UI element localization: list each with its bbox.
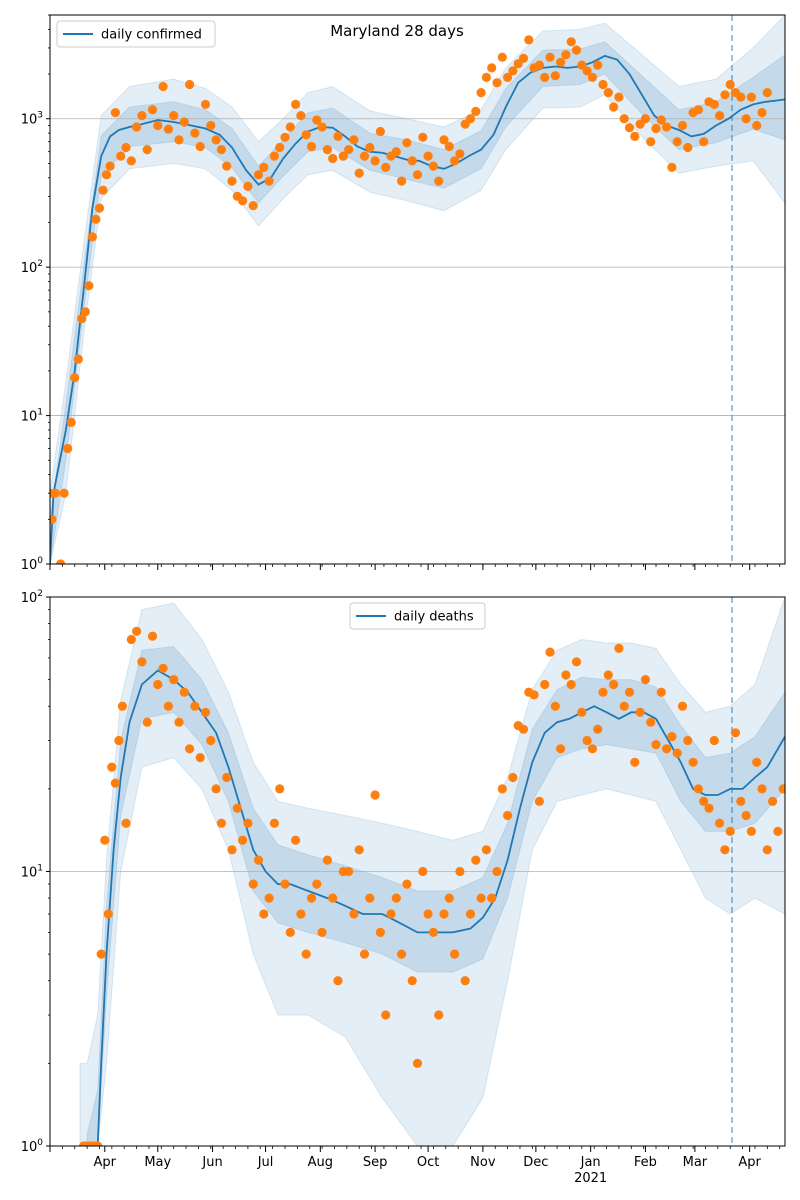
x-tick-label: Feb [633, 1155, 657, 1170]
deaths-point [365, 894, 374, 903]
confirmed-point [164, 125, 173, 134]
deaths-point [307, 894, 316, 903]
confirmed-point [74, 355, 83, 364]
confirmed-y-tick-label: $10^1$ [20, 407, 43, 425]
confirmed-point [249, 201, 258, 210]
deaths-point [371, 790, 380, 799]
confirmed-point [736, 93, 745, 102]
confirmed-point [102, 170, 111, 179]
deaths-point [704, 804, 713, 813]
confirmed-point [121, 143, 130, 152]
confirmed-point [402, 138, 411, 147]
confirmed-point [286, 122, 295, 131]
confirmed-point [482, 73, 491, 82]
deaths-point [233, 804, 242, 813]
confirmed-point [259, 163, 268, 172]
deaths-point [148, 632, 157, 641]
deaths-point [296, 909, 305, 918]
x-year-label: 2021 [574, 1171, 608, 1186]
confirmed-point [95, 204, 104, 213]
deaths-point [180, 688, 189, 697]
deaths-point [498, 784, 507, 793]
confirmed-point [498, 53, 507, 62]
confirmed-point [148, 105, 157, 114]
deaths-point [763, 845, 772, 854]
deaths-point [482, 845, 491, 854]
deaths-point [593, 725, 602, 734]
confirmed-point [556, 58, 565, 67]
x-tick-label: Mar [682, 1155, 708, 1170]
deaths-point [107, 763, 116, 772]
confirmed-point [169, 111, 178, 120]
deaths-point [667, 732, 676, 741]
deaths-point [100, 836, 109, 845]
deaths-point [190, 702, 199, 711]
deaths-point [673, 749, 682, 758]
confirmed-point [116, 152, 125, 161]
deaths-point [439, 909, 448, 918]
deaths-y-tick-label: $10^1$ [20, 863, 43, 881]
confirmed-point [143, 145, 152, 154]
deaths-point [583, 736, 592, 745]
deaths-point [153, 680, 162, 689]
deaths-point [291, 836, 300, 845]
deaths-point [238, 836, 247, 845]
confirmed-point [201, 100, 210, 109]
deaths-point [402, 880, 411, 889]
x-tick-label: Dec [523, 1155, 549, 1170]
deaths-point [312, 880, 321, 889]
confirmed-point [620, 114, 629, 123]
deaths-point [254, 856, 263, 865]
confirmed-point [227, 177, 236, 186]
deaths-point [243, 819, 252, 828]
x-tick-label: Nov [470, 1155, 496, 1170]
confirmed-point [270, 152, 279, 161]
confirmed-point [694, 105, 703, 114]
deaths-point [121, 819, 130, 828]
confirmed-point [535, 61, 544, 70]
deaths-point [227, 845, 236, 854]
confirmed-point [673, 137, 682, 146]
confirmed-point [127, 156, 136, 165]
confirmed-point [174, 135, 183, 144]
confirmed-point [159, 82, 168, 91]
deaths-point [508, 773, 517, 782]
deaths-point [598, 688, 607, 697]
deaths-point [424, 909, 433, 918]
confirmed-point [408, 156, 417, 165]
deaths-point [386, 909, 395, 918]
deaths-point [572, 657, 581, 666]
deaths-point [689, 758, 698, 767]
confirmed-point [651, 124, 660, 133]
deaths-point [104, 909, 113, 918]
confirmed-point [487, 63, 496, 72]
confirmed-point [598, 80, 607, 89]
confirmed-point [88, 232, 97, 241]
deaths-point [614, 644, 623, 653]
x-tick-label: Jan [580, 1155, 601, 1170]
x-tick-label: Apr [738, 1155, 761, 1170]
confirmed-point [381, 163, 390, 172]
deaths-point [757, 784, 766, 793]
confirmed-point [551, 71, 560, 80]
deaths-point [545, 648, 554, 657]
confirmed-point [344, 145, 353, 154]
confirmed-point [540, 73, 549, 82]
deaths-point [360, 950, 369, 959]
deaths-point [551, 702, 560, 711]
confirmed-point [710, 100, 719, 109]
confirmed-point [280, 133, 289, 142]
deaths-point [588, 744, 597, 753]
x-tick-label: Jun [202, 1155, 223, 1170]
confirmed-legend [57, 21, 215, 47]
deaths-point [201, 708, 210, 717]
deaths-point [625, 688, 634, 697]
confirmed-point [524, 35, 533, 44]
confirmed-point [238, 196, 247, 205]
deaths-point [604, 670, 613, 679]
confirmed-point [726, 80, 735, 89]
confirmed-point [445, 142, 454, 151]
confirmed-y-tick-label: $10^3$ [20, 110, 43, 128]
deaths-point [683, 736, 692, 745]
deaths-point [333, 976, 342, 985]
confirmed-point [106, 162, 115, 171]
confirmed-point [662, 122, 671, 131]
deaths-y-tick-label: $10^0$ [20, 1138, 43, 1155]
deaths-point [577, 708, 586, 717]
deaths-point [196, 753, 205, 762]
confirmed-point [429, 162, 438, 171]
deaths-point [646, 718, 655, 727]
confirmed-point [614, 93, 623, 102]
deaths-point [169, 675, 178, 684]
confirmed-point [180, 117, 189, 126]
confirmed-point [98, 186, 107, 195]
confirmed-point [360, 152, 369, 161]
confirmed-point [593, 61, 602, 70]
confirmed-point [91, 215, 100, 224]
confirmed-point [413, 170, 422, 179]
deaths-point [662, 744, 671, 753]
deaths-point [429, 928, 438, 937]
deaths-point [381, 1010, 390, 1019]
confirmed-point [683, 143, 692, 152]
confirmed-point [349, 135, 358, 144]
deaths-point [143, 718, 152, 727]
confirmed-point [545, 53, 554, 62]
deaths-point [206, 736, 215, 745]
deaths-point [450, 950, 459, 959]
deaths-point [97, 950, 106, 959]
deaths-point [159, 664, 168, 673]
deaths-point [164, 702, 173, 711]
deaths-point [408, 976, 417, 985]
deaths-point [270, 819, 279, 828]
confirmed-point [492, 78, 501, 87]
confirmed-point [646, 137, 655, 146]
confirmed-point [434, 177, 443, 186]
x-tick-label: Aug [307, 1155, 334, 1170]
deaths-point [111, 779, 120, 788]
x-tick-label: May [144, 1155, 172, 1170]
confirmed-point [51, 489, 60, 498]
deaths-y-tick-label: $10^2$ [20, 589, 43, 606]
deaths-point [492, 867, 501, 876]
deaths-point [471, 856, 480, 865]
deaths-point [280, 880, 289, 889]
confirmed-point [60, 489, 69, 498]
confirmed-point [609, 102, 618, 111]
deaths-point [275, 784, 284, 793]
confirmed-point [667, 163, 676, 172]
deaths-point [519, 725, 528, 734]
confirmed-point [641, 114, 650, 123]
confirmed-point [81, 307, 90, 316]
confirmed-point [424, 152, 433, 161]
confirmed-point [296, 111, 305, 120]
deaths-point [174, 718, 183, 727]
deaths-legend-label: daily deaths [394, 609, 474, 625]
deaths-point [609, 680, 618, 689]
confirmed-point [567, 37, 576, 46]
deaths-point [567, 680, 576, 689]
deaths-point [217, 819, 226, 828]
confirmed-point [747, 93, 756, 102]
confirmed-point [153, 121, 162, 130]
confirmed-point [471, 107, 480, 116]
deaths-point [636, 708, 645, 717]
confirmed-point [328, 154, 337, 163]
deaths-point [455, 867, 464, 876]
confirmed-point [307, 142, 316, 151]
deaths-point [323, 856, 332, 865]
confirmed-point [477, 88, 486, 97]
deaths-point [222, 773, 231, 782]
confirmed-point [217, 145, 226, 154]
deaths-point [556, 744, 565, 753]
deaths-point [477, 894, 486, 903]
deaths-point [503, 811, 512, 820]
deaths-point [212, 784, 221, 793]
deaths-point [530, 690, 539, 699]
deaths-point [561, 670, 570, 679]
confirmed-point [275, 143, 284, 152]
confirmed-point [757, 108, 766, 117]
confirmed-point [742, 114, 751, 123]
deaths-point [540, 680, 549, 689]
deaths-point [302, 950, 311, 959]
deaths-point [265, 894, 274, 903]
deaths-point [349, 909, 358, 918]
deaths-point [127, 635, 136, 644]
confirmed-point [63, 444, 72, 453]
deaths-point [114, 736, 123, 745]
confirmed-point [212, 135, 221, 144]
deaths-point [259, 909, 268, 918]
confirmed-point [588, 73, 597, 82]
confirmed-point [371, 156, 380, 165]
deaths-point [710, 736, 719, 745]
deaths-point [137, 657, 146, 666]
deaths-point [466, 909, 475, 918]
deaths-point [185, 744, 194, 753]
confirmed-point [715, 111, 724, 120]
x-tick-label: Apr [93, 1155, 117, 1170]
deaths-point [678, 702, 687, 711]
confirmed-point [318, 122, 327, 131]
confirmed-point [323, 145, 332, 154]
confirmed-point [222, 162, 231, 171]
deaths-point [418, 867, 427, 876]
deaths-point [720, 845, 729, 854]
confirmed-point [604, 88, 613, 97]
confirmed-y-tick-label: $10^0$ [20, 556, 43, 573]
deaths-point [328, 894, 337, 903]
confirmed-point [763, 88, 772, 97]
confirmed-point [185, 80, 194, 89]
confirmed-point [630, 132, 639, 141]
confirmed-point [67, 418, 76, 427]
deaths-point [726, 827, 735, 836]
confirmed-point [625, 123, 634, 132]
confirmed-point [355, 169, 364, 178]
confirmed-point [397, 177, 406, 186]
deaths-point [742, 811, 751, 820]
confirmed-point [572, 46, 581, 55]
deaths-point [715, 819, 724, 828]
deaths-point [620, 702, 629, 711]
confirmed-point [190, 129, 199, 138]
confirmed-point [365, 143, 374, 152]
confirmed-point [302, 130, 311, 139]
confirmed-point [84, 281, 93, 290]
deaths-legend [350, 603, 485, 629]
confirmed-y-tick-label: $10^2$ [20, 259, 43, 277]
confirmed-point [291, 100, 300, 109]
deaths-point [752, 758, 761, 767]
confirmed-point [720, 90, 729, 99]
deaths-point [445, 894, 454, 903]
deaths-point [376, 928, 385, 937]
chart-title: Maryland 28 days [330, 22, 464, 40]
deaths-point [344, 867, 353, 876]
deaths-point [118, 702, 127, 711]
deaths-point [461, 976, 470, 985]
deaths-point [736, 797, 745, 806]
deaths-point [397, 950, 406, 959]
deaths-point [355, 845, 364, 854]
deaths-point [487, 894, 496, 903]
confirmed-point [752, 121, 761, 130]
confirmed-legend-label: daily confirmed [101, 27, 202, 43]
deaths-point [132, 627, 141, 636]
x-tick-label: Jul [257, 1155, 274, 1170]
deaths-point [731, 728, 740, 737]
x-tick-label: Sep [362, 1155, 388, 1170]
deaths-point [630, 758, 639, 767]
deaths-point [535, 797, 544, 806]
deaths-point [413, 1059, 422, 1068]
deaths-point [286, 928, 295, 937]
deaths-point [747, 827, 756, 836]
deaths-point [392, 894, 401, 903]
confirmed-point [265, 177, 274, 186]
confirmed-point [196, 142, 205, 151]
deaths-point [768, 797, 777, 806]
confirmed-point [333, 132, 342, 141]
deaths-point [318, 928, 327, 937]
confirmed-point [243, 182, 252, 191]
deaths-point [641, 675, 650, 684]
confirmed-point [206, 121, 215, 130]
deaths-point [249, 880, 258, 889]
confirmed-point [455, 149, 464, 158]
confirmed-point [111, 108, 120, 117]
deaths-point [434, 1010, 443, 1019]
confirmed-point [70, 373, 79, 382]
confirmed-point [418, 133, 427, 142]
deaths-point [657, 688, 666, 697]
confirmed-point [561, 50, 570, 59]
confirmed-point [519, 54, 528, 63]
deaths-point [651, 740, 660, 749]
confirmed-point [392, 147, 401, 156]
confirmed-point [678, 121, 687, 130]
confirmed-point [132, 122, 141, 131]
confirmed-point [699, 137, 708, 146]
x-tick-label: Oct [416, 1155, 440, 1170]
confirmed-point [137, 111, 146, 120]
confirmed-point [376, 127, 385, 136]
deaths-point [694, 784, 703, 793]
deaths-point [773, 827, 782, 836]
